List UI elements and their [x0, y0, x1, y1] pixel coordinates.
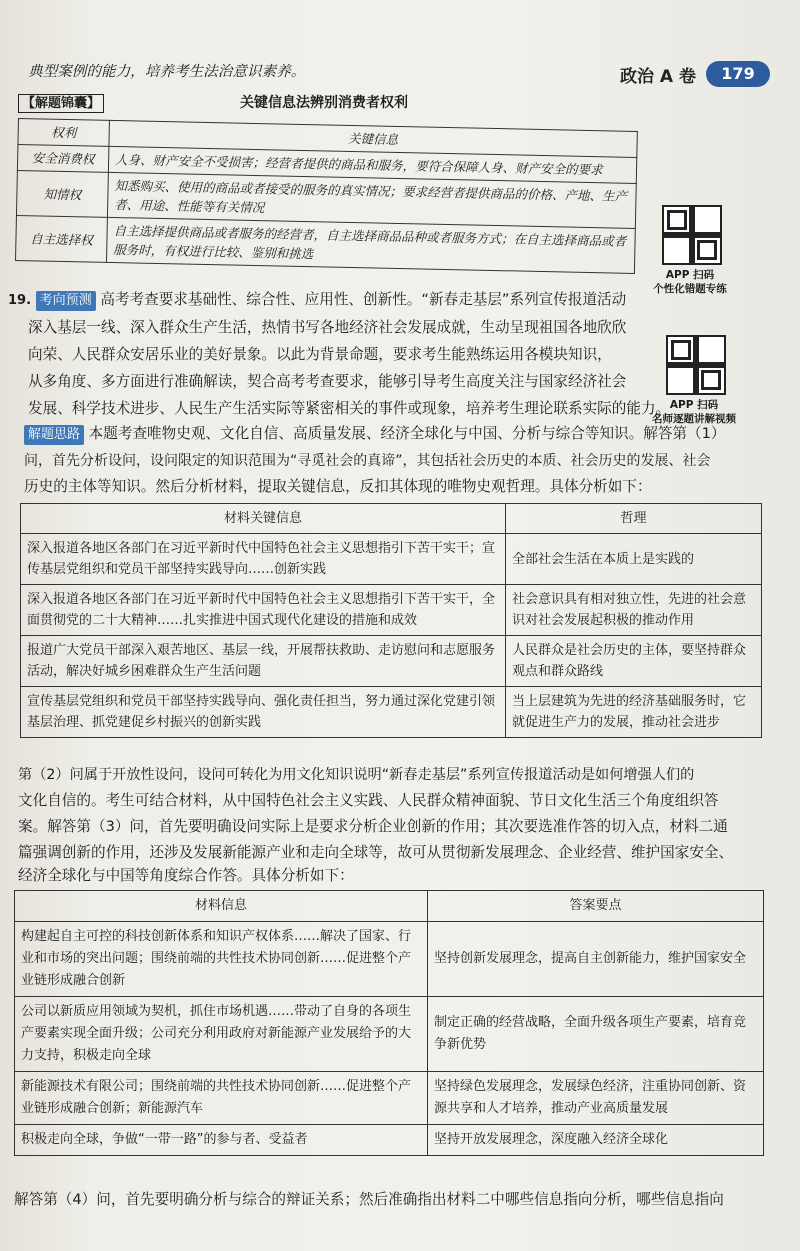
text-line: 经济全球化与中国等角度综合作答。具体分析如下：	[18, 867, 354, 884]
table-cell: 深入报道各地区各部门在习近平新时代中国特色社会主义思想指引下苦干实干，全面贯彻党的二十大精神……扎实推进中国式现代化建设的措施和成效	[21, 585, 506, 636]
tag-solution: 解题思路	[24, 425, 84, 445]
table-cell: 知情权	[16, 170, 108, 217]
table-cell: 全部社会生活在本质上是实践的	[506, 534, 762, 585]
table-row	[21, 687, 762, 738]
table-cell: 公司以新质应用领域为契机，抓住市场机遇……带动了自身的各项生产要素实现全面升级；公司充分利用政府对新能源产业发展给予的大力支持，积极走向全球	[15, 997, 428, 1072]
text-line: 发展、科学技术进步、人民生产生活实际等紧密相关的事件或现象，培养考生理论联系实际的能力。	[28, 400, 671, 417]
table-cell: 自主选择权	[16, 215, 108, 262]
table-cell: 社会意识具有相对独立性，先进的社会意识对社会发展起积极的推动作用	[506, 585, 762, 636]
table-header-cell: 材料关键信息	[21, 504, 506, 534]
text-line: 深入基层一线、深入群众生产生活，热情书写各地经济社会发展成就，生动呈现祖国各地欣欣	[28, 319, 627, 336]
text-line: 文化自信的。考生可结合材料，从中国特色社会主义实践、人民群众精神面貌、节日文化生活三个角度组织答	[18, 792, 719, 809]
table-row	[21, 534, 762, 585]
table-row	[21, 636, 762, 687]
table-header-cell: 关键信息	[109, 120, 637, 157]
table-cell: 构建起自主可控的科技创新体系和知识产权体系……解决了国家、行业和市场的突出问题；围绕前端的共性技术协同创新……促进整个产业链形成融合创新	[15, 922, 428, 997]
table-row	[15, 1072, 764, 1125]
table-cell: 知悉购买、使用的商品或者接受的服务的真实情况；要求经营者提供商品的价格、产地、生产者、用途、性能等有关情况	[107, 172, 636, 228]
table-row	[15, 997, 764, 1072]
table-cell: 积极走向全球，争做“一带一路”的参与者、受益者	[15, 1125, 428, 1156]
table-cell: 当上层建筑为先进的经济基础服务时，它就促进生产力的发展，推动社会进步	[506, 687, 762, 738]
footer-line: 解答第（4）问，首先要明确分析与综合的辩证关系；然后准确指出材料二中哪些信息指向分析，哪些信息指向	[14, 1191, 724, 1208]
text-line: 问，首先分析设问，设问限定的知识范围为“寻觅社会的真谛”，其包括社会历史的本质、社会历史的发展、社会	[24, 453, 711, 469]
qr-label	[640, 268, 740, 296]
table-cell: 深入报道各地区各部门在习近平新时代中国特色社会主义思想指引下苦干实干；宣传基层党组织和党员干部坚持实践导向……创新实践	[21, 534, 506, 585]
consumer-rights-table	[15, 118, 638, 274]
qr-label-line: APP 扫码	[665, 269, 715, 281]
text-line: 从多角度、多方面进行准确解读，契合高考考查要求，能够引导考生高度关注与国家经济社会	[28, 373, 627, 390]
table-header-cell: 权利	[18, 119, 110, 147]
section-title: 政治 A 卷	[620, 67, 696, 87]
table-row	[15, 1125, 764, 1156]
tip-table-title: 关键信息法辨别消费者权利	[240, 95, 408, 111]
qr-label-line: APP 扫码	[669, 399, 719, 411]
text-line: 案。解答第（3）问，首先要明确设问实际上是要求分析企业创新的作用；其次要选准作答的切入点，材料二通	[18, 818, 728, 835]
q19-line	[8, 290, 626, 311]
table-row	[21, 585, 762, 636]
text-line: 向荣、人民群众安居乐业的美好景象。以此为背景命题，要求考生能熟练运用各模块知识，	[28, 346, 612, 363]
text-line: 第（2）问属于开放性设问，设问可转化为用文化知识说明“新春走基层”系列宣传报道活动是如何增强人们的	[18, 767, 695, 783]
table-header-cell: 答案要点	[428, 891, 764, 922]
tip-box-label: 【解题锦囊】	[18, 92, 104, 113]
innovation-analysis-table	[14, 890, 764, 1156]
text-line: 高考考查要求基础性、综合性、应用性、创新性。“新春走基层”系列宣传报道活动	[100, 291, 627, 308]
qr-label-line: 名师逐题讲解视频	[652, 413, 736, 425]
table-cell: 自主选择提供商品或者服务的经营者，自主选择商品品种或者服务方式；在自主选择商品或者服务时，有权进行比较、鉴别和挑选	[106, 217, 635, 273]
table-cell: 报道广大党员干部深入艰苦地区、基层一线，开展帮扶救助、走访慰问和志愿服务活动，解决好城乡困难群众生产生活问题	[21, 636, 506, 687]
qr-code-icon[interactable]	[662, 205, 722, 265]
qr-label-line: 个性化错题专练	[653, 283, 727, 295]
table-cell: 人身、财产安全不受损害；经营者提供的商品和服务，要符合保障人身、财产安全的要求	[108, 146, 636, 183]
table-cell: 人民群众是社会历史的主体，要坚持群众观点和群众路线	[506, 636, 762, 687]
text-line: 本题考查唯物史观、文化自信、高质量发展、经济全球化与中国、分析与综合等知识。解答第（1）	[88, 425, 726, 442]
materialism-analysis-table	[20, 503, 762, 738]
page-number: 179	[706, 61, 770, 87]
question-number: 19.	[8, 293, 32, 308]
table-cell: 坚持创新发展理念，提高自主创新能力，维护国家安全	[428, 922, 764, 997]
table-cell: 新能源技术有限公司；围绕前端的共性技术协同创新……促进整个产业链形成融合创新；新能源汽车	[15, 1072, 428, 1125]
table-header-row	[21, 504, 762, 534]
table-header-cell: 材料信息	[15, 891, 428, 922]
tag-forecast: 考向预测	[36, 291, 96, 311]
table-cell: 安全消费权	[17, 145, 109, 173]
table-cell: 制定正确的经营战略，全面升级各项生产要素，培育竞争新优势	[428, 997, 764, 1072]
table-header-row	[15, 891, 764, 922]
table-cell: 坚持绿色发展理念，发展绿色经济，注重协同创新、资源共享和人才培养，推动产业高质量发展	[428, 1072, 764, 1125]
table-header-cell: 哲理	[506, 504, 762, 534]
text-line: 篇强调创新的作用，还涉及发展新能源产业和走向全球等，故可从贯彻新发展理念、企业经营、维护国家安全、	[18, 844, 734, 861]
text-line: 历史的主体等知识。然后分析材料，提取关键信息，反扣其体现的唯物史观哲理。具体分析如下：	[24, 478, 652, 495]
table-cell: 宣传基层党组织和党员干部坚持实践导向、强化责任担当，努力通过深化党建引领基层治理、抓党建促乡村振兴的创新实践	[21, 687, 506, 738]
table-cell: 坚持开放发展理念，深度融入经济全球化	[428, 1125, 764, 1156]
table-row	[15, 922, 764, 997]
qr-code-icon[interactable]	[666, 335, 726, 395]
solution-line	[24, 424, 725, 445]
top-line: 典型案例的能力，培养考生法治意识素养。	[28, 63, 306, 80]
